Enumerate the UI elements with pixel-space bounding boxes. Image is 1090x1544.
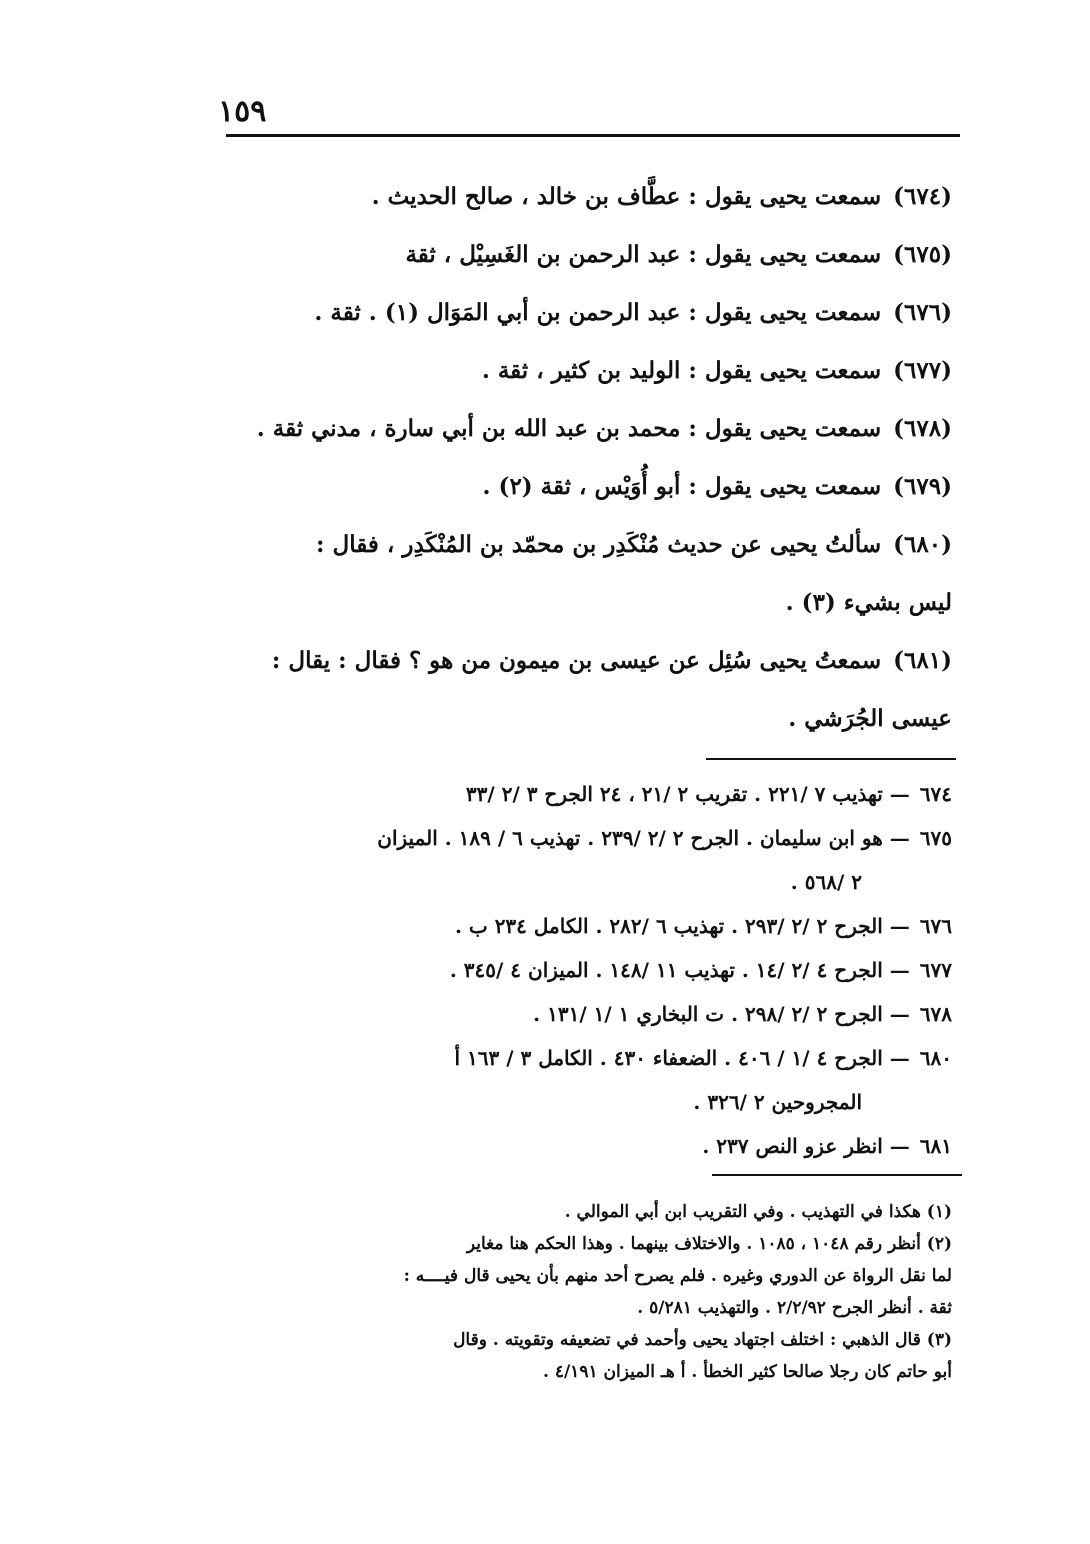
entry-681	[220, 632, 952, 690]
entry-674	[220, 168, 952, 226]
ref-680-continuation: المجروحين ٢ /٣٢٦ .	[693, 1090, 862, 1114]
footnote-line: (٢) أنظر رقم ١٠٤٨ ، ١٠٨٥ . والاختلاف بينهما . وهذا الحكم هنا مغاير	[466, 1234, 952, 1254]
ref-text: — الجرح ٤ /٢ /١٤ . تهذيب ١١ /١٤٨ . الميزان ٤ /٣٤٥ .	[449, 958, 910, 982]
ref-674	[220, 772, 952, 816]
entry-677	[220, 342, 952, 400]
entry-text: سمعت يحيى يقول : أبو أُوَيْس ، ثقة (٢) .	[482, 473, 882, 500]
ref-text: — الجرح ٢ /٢ /٢٩٣ . تهذيب ٦ /٢٨٢ . الكامل ٢٣٤ ب .	[454, 914, 910, 938]
ref-681	[220, 1124, 952, 1168]
footnotes-divider	[712, 1174, 962, 1176]
entry-number: (٦٧٩)	[893, 473, 952, 500]
references-divider	[706, 758, 956, 760]
entry-text: سمعت يحيى يقول : عطَّاف بن خالد ، صالح الحديث .	[371, 183, 882, 210]
entry-680-continuation: ليس بشيء (٣) .	[785, 589, 952, 616]
entry-text: سمعت يحيى يقول : عبد الرحمن بن الغَسِيْل ، ثقة	[405, 241, 882, 268]
entry-number: (٦٨١)	[893, 647, 952, 674]
entry-number: (٦٧٥)	[893, 241, 952, 268]
ref-text: — انظر عزو النص ٢٣٧ .	[702, 1134, 910, 1158]
footnote-line: (١) هكذا في التهذيب . وفي التقريب ابن أبي الموالي .	[564, 1202, 952, 1222]
entry-number: (٦٧٧)	[893, 357, 952, 384]
ref-678	[220, 992, 952, 1036]
ref-number: ٦٧٤	[919, 782, 952, 806]
ref-676	[220, 904, 952, 948]
footnotes	[220, 1196, 952, 1388]
footnote-line: لما نقل الرواة عن الدوري وغيره . فلم يصرح أحد منهم بأن يحيى قال فيــــه :	[403, 1266, 952, 1286]
entry-681-continuation: عيسى الجُرَشي .	[788, 705, 952, 732]
ref-text: — هو ابن سليمان . الجرح ٢ /٢ /٢٣٩ . تهذيب ٦ / ١٨٩ . الميزان	[377, 826, 910, 850]
ref-number: ٦٧٨	[919, 1002, 952, 1026]
entry-675	[220, 226, 952, 284]
ref-text: — الجرح ٤ /١ / ٤٠٦ . الضعفاء ٤٣٠ . الكامل ٣ / ١٦٣ أ	[454, 1046, 910, 1070]
entry-number: (٦٧٦)	[893, 299, 952, 326]
entry-number: (٦٨٠)	[893, 531, 952, 558]
entry-text: سمعتُ يحيى سُئِل عن عيسى بن ميمون من هو ؟ فقال : يقال :	[271, 647, 882, 674]
ref-text: — الجرح ٢ /٢ /٢٩٨ . ت البخاري ١ /١ /١٣١ .	[533, 1002, 910, 1026]
ref-675	[220, 816, 952, 860]
footnote-line: ثقة . أنظر الجرح ٢/٢/٩٢ . والتهذيب ٥/٢٨١ .	[637, 1298, 952, 1318]
footnote-line: (٣) قال الذهبي : اختلف اجتهاد يحيى وأحمد في تضعيفه وتقويته . وقال	[453, 1330, 952, 1350]
ref-675-continuation: ٢ /٥٦٨ .	[790, 870, 862, 894]
entry-text: سمعت يحيى يقول : الوليد بن كثير ، ثقة .	[481, 357, 882, 384]
entry-number: (٦٧٨)	[893, 415, 952, 442]
entry-678	[220, 400, 952, 458]
entry-text: سألتُ يحيى عن حديث مُنْكَدِر بن محمّد بن المُنْكَدِر ، فقال :	[316, 531, 882, 558]
ref-text: — تهذيب ٧ /٢٢١ . تقريب ٢ /٢١ ، ٢٤ الجرح ٣ /٢ /٣٣	[465, 782, 910, 806]
footnote-line: أبو حاتم كان رجلا صالحا كثير الخطأ . أ هـ الميزان ٤/١٩١ .	[543, 1362, 952, 1382]
ref-number: ٦٨١	[919, 1134, 952, 1158]
ref-680	[220, 1036, 952, 1080]
page-number: ١٥٩	[218, 94, 267, 129]
ref-number: ٦٧٥	[919, 826, 952, 850]
entry-680	[220, 516, 952, 574]
entry-679	[220, 458, 952, 516]
entry-text: سمعت يحيى يقول : عبد الرحمن بن أبي المَوَال (١) . ثقة .	[314, 299, 882, 326]
main-text	[220, 168, 952, 748]
ref-number: ٦٨٠	[919, 1046, 952, 1070]
entry-number: (٦٧٤)	[893, 183, 952, 210]
entry-text: سمعت يحيى يقول : محمد بن عبد الله بن أبي سارة ، مدني ثقة .	[256, 415, 882, 442]
references	[220, 772, 952, 1168]
header-rule	[226, 134, 960, 137]
ref-number: ٦٧٧	[919, 958, 952, 982]
ref-677	[220, 948, 952, 992]
ref-number: ٦٧٦	[919, 914, 952, 938]
entry-676	[220, 284, 952, 342]
